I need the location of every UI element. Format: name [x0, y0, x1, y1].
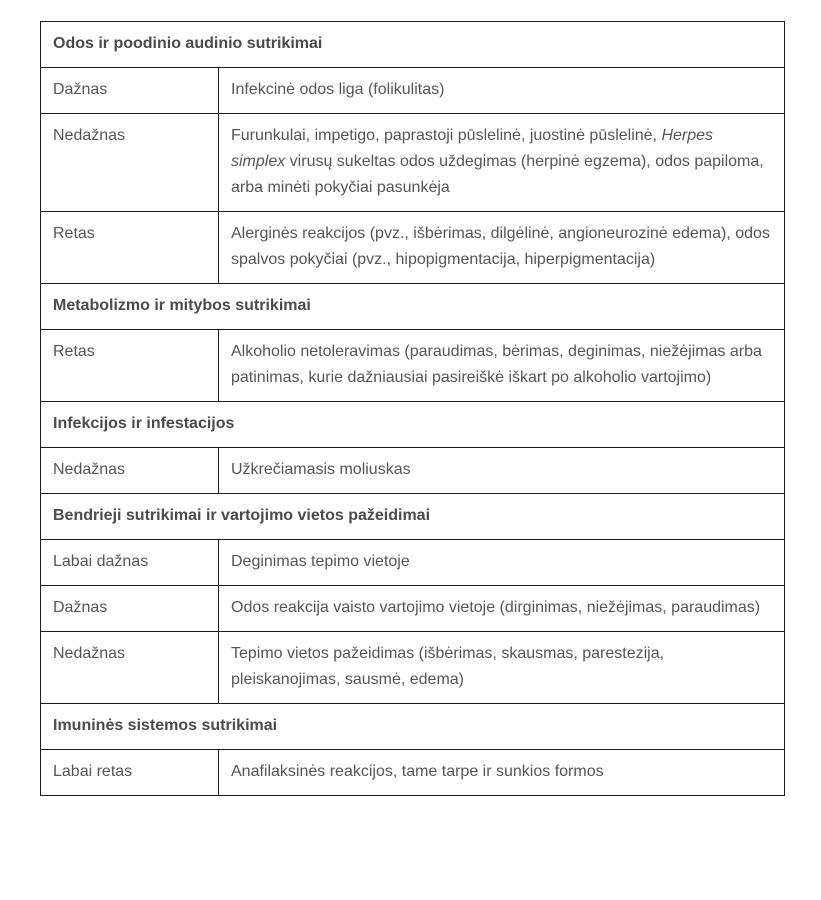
- frequency-cell: Labai retas: [41, 750, 219, 796]
- frequency-cell: Retas: [41, 212, 219, 284]
- latin-term-italic: Herpes simplex: [231, 127, 714, 170]
- description-text: Infekcinė odos liga (folikulitas): [231, 81, 445, 98]
- section-header: Imuninės sistemos sutrikimai: [41, 704, 785, 750]
- section-header: Metabolizmo ir mitybos sutrikimai: [41, 284, 785, 330]
- table-row: [41, 330, 785, 402]
- description-cell: [219, 212, 785, 284]
- description-text: Odos reakcija vaisto vartojimo vietoje (dirginimas, niežėjimas, paraudimas): [231, 599, 761, 616]
- description-text: Furunkulai, impetigo, paprastoji pūslelinė, juostinė pūslelinė,: [231, 127, 662, 144]
- frequency-cell: Nedažnas: [41, 632, 219, 704]
- description-cell: [219, 68, 785, 114]
- description-text: Alkoholio netoleravimas (paraudimas, bėrimas, deginimas, niežėjimas arba patinimas, kurie dažniausiai pasireiškė iškart po alkoholio vartojimo): [231, 343, 762, 386]
- description-cell: [219, 330, 785, 402]
- description-text: Alerginės reakcijos (pvz., išbėrimas, dilgėlinė, angioneurozinė edema), odos spalvos pokyčiai (pvz., hipopigmentacija, hiperpigmentacija): [231, 225, 770, 268]
- section-header-row: [41, 22, 785, 68]
- frequency-cell: Dažnas: [41, 586, 219, 632]
- section-header-row: [41, 494, 785, 540]
- description-cell: [219, 448, 785, 494]
- table-row: [41, 750, 785, 796]
- frequency-cell: Retas: [41, 330, 219, 402]
- section-header: Bendrieji sutrikimai ir vartojimo vietos pažeidimai: [41, 494, 785, 540]
- table-body: [41, 22, 785, 796]
- description-cell: [219, 586, 785, 632]
- description-text: Anafilaksinės reakcijos, tame tarpe ir sunkios formos: [231, 763, 604, 780]
- description-text: virusų sukeltas odos uždegimas (herpinė egzema), odos papiloma, arba minėti pokyčiai pasunkėja: [231, 153, 764, 196]
- section-header-row: [41, 704, 785, 750]
- frequency-cell: Nedažnas: [41, 114, 219, 212]
- section-header: Infekcijos ir infestacijos: [41, 402, 785, 448]
- table-row: [41, 448, 785, 494]
- section-header-row: [41, 284, 785, 330]
- table-row: [41, 632, 785, 704]
- description-text: Užkrečiamasis moliuskas: [231, 461, 411, 478]
- adverse-reactions-table: [40, 21, 785, 796]
- description-cell: [219, 632, 785, 704]
- table-row: [41, 586, 785, 632]
- description-text: Deginimas tepimo vietoje: [231, 553, 410, 570]
- description-cell: [219, 114, 785, 212]
- section-header: Odos ir poodinio audinio sutrikimai: [41, 22, 785, 68]
- frequency-cell: Nedažnas: [41, 448, 219, 494]
- description-text: Tepimo vietos pažeidimas (išbėrimas, skausmas, parestezija, pleiskanojimas, sausmė, edema): [231, 645, 665, 688]
- table-row: [41, 114, 785, 212]
- frequency-cell: Dažnas: [41, 68, 219, 114]
- section-header-row: [41, 402, 785, 448]
- table-row: [41, 540, 785, 586]
- frequency-cell: Labai dažnas: [41, 540, 219, 586]
- table-row: [41, 212, 785, 284]
- description-cell: [219, 750, 785, 796]
- table-row: [41, 68, 785, 114]
- description-cell: [219, 540, 785, 586]
